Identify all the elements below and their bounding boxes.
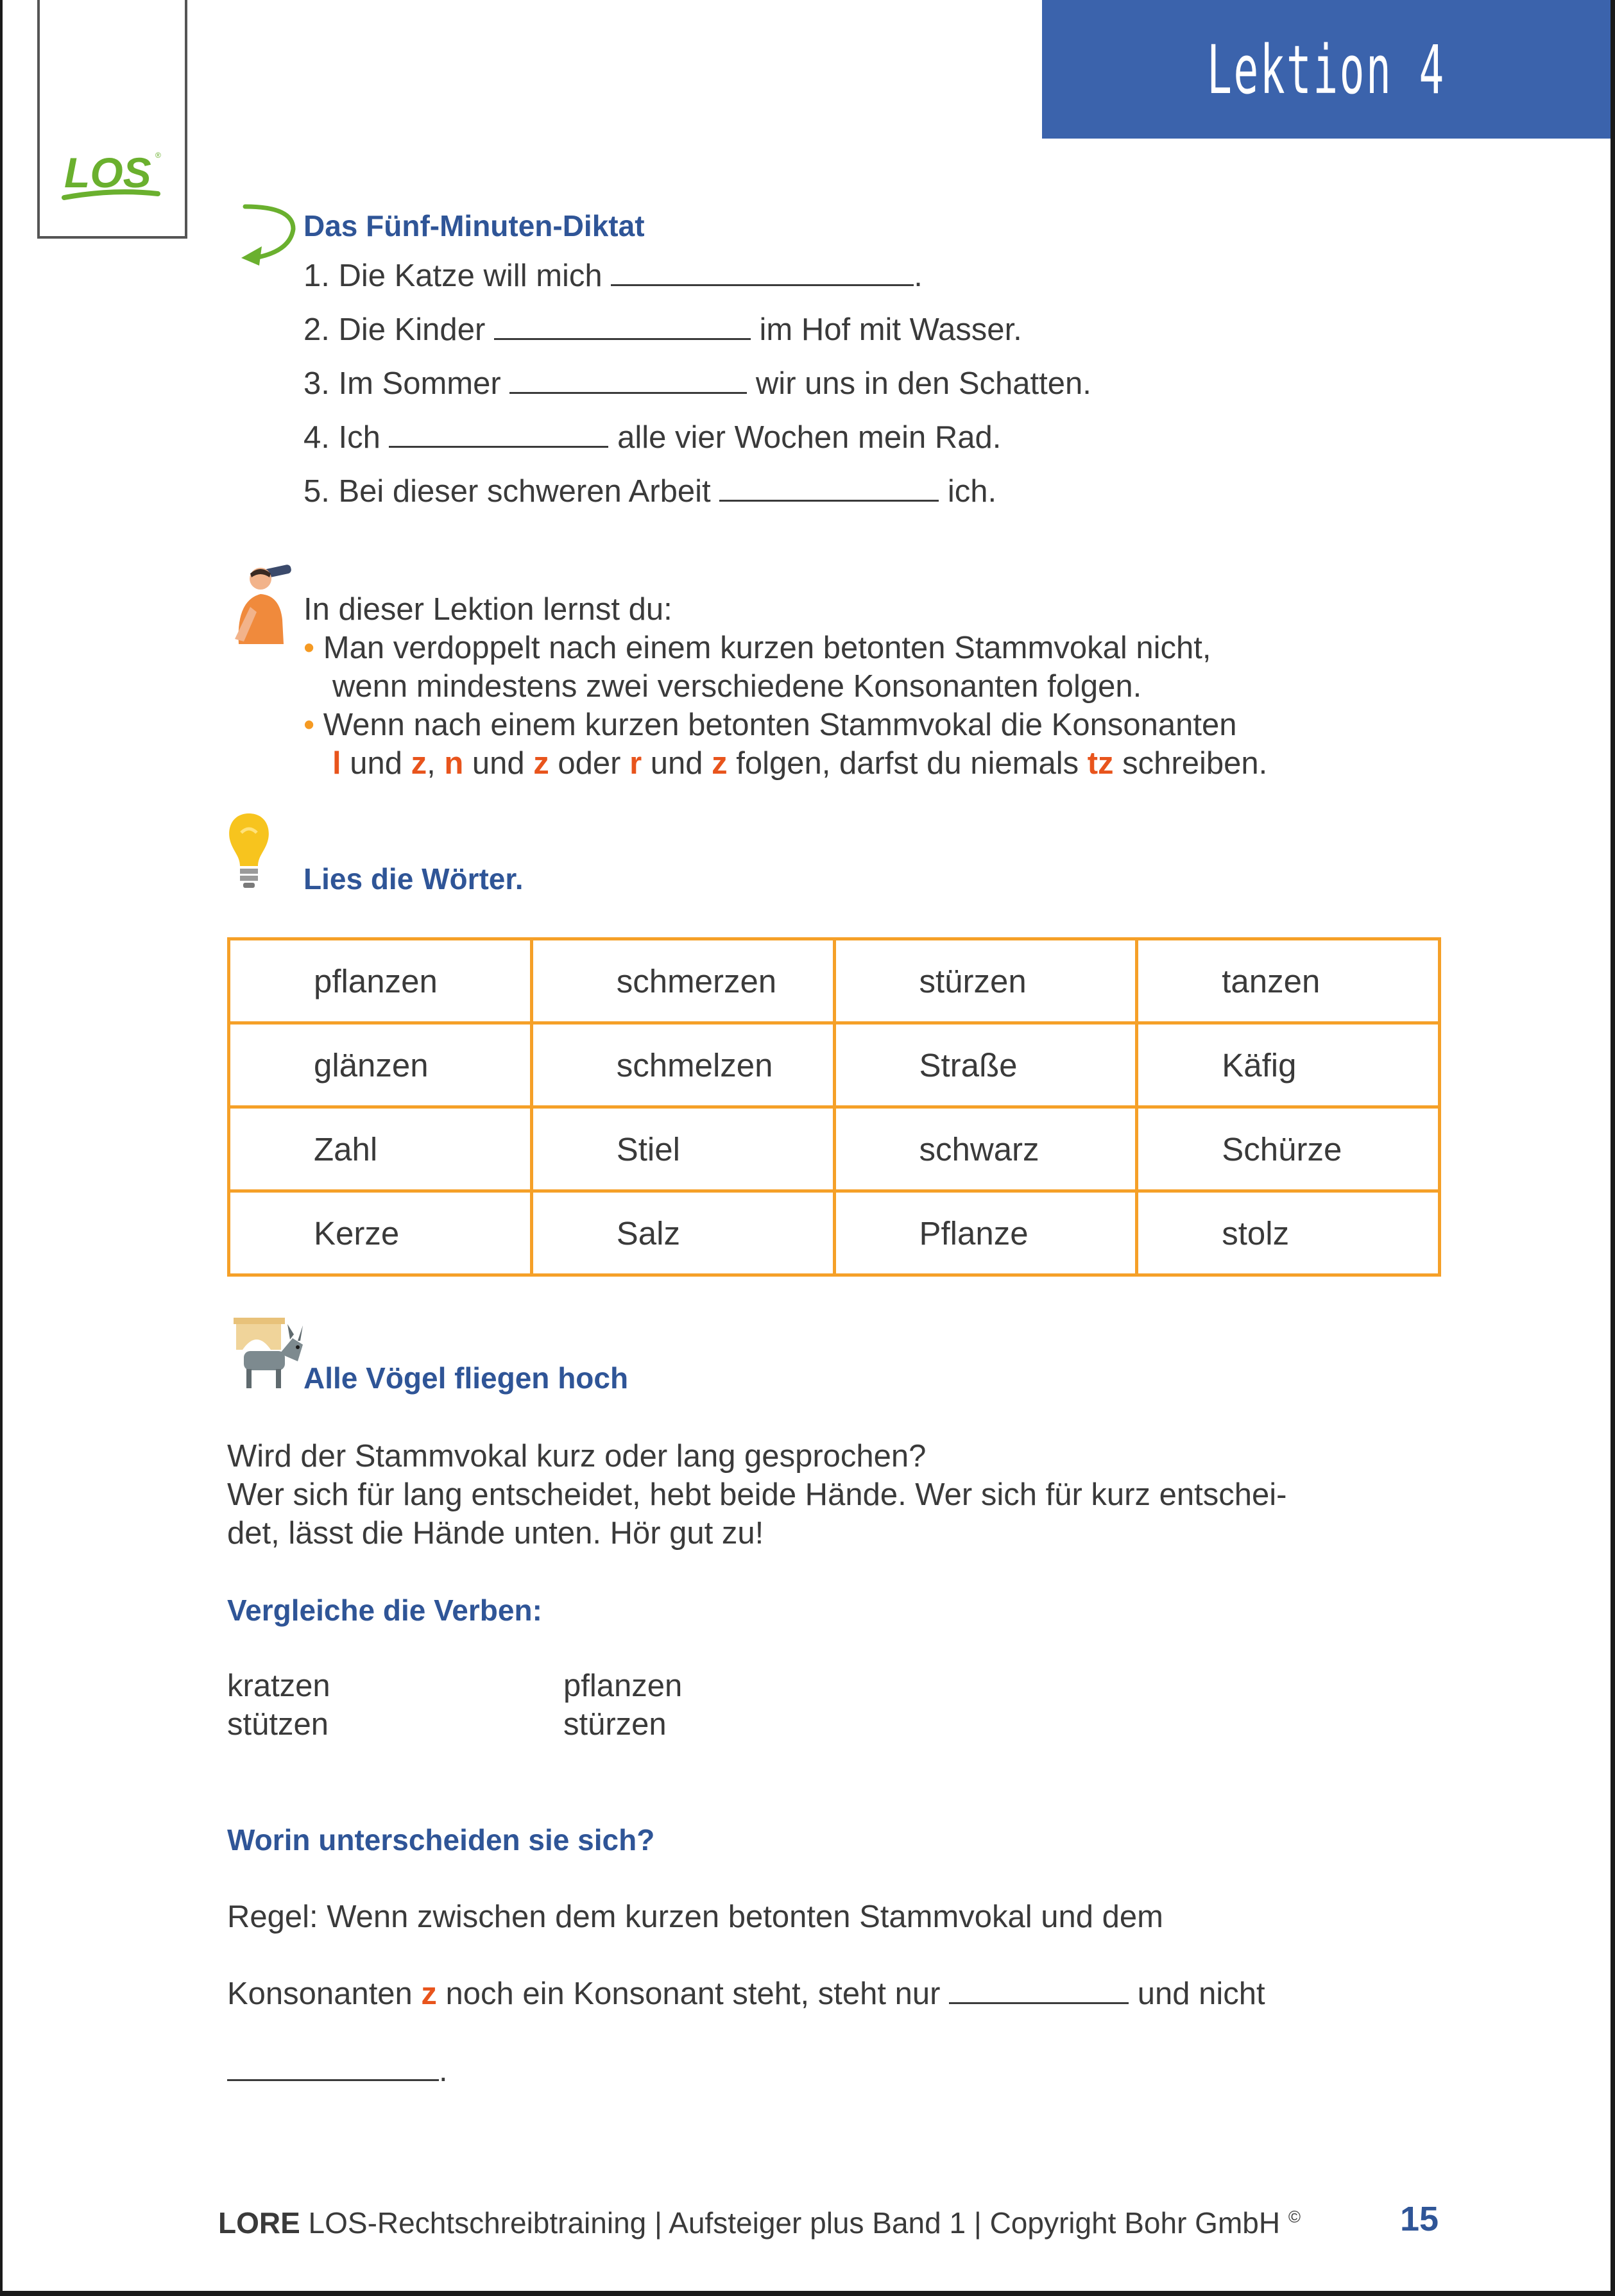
donkey-bridge-icon [231,1315,314,1392]
rule-line-3: . [227,2053,448,2089]
dictation-item-4: 4. Ich alle vier Wochen mein Rad. [303,420,1002,455]
word-cell: schwarz [834,1107,1137,1191]
compare-col1-word: kratzen [227,1669,330,1703]
answer-blank[interactable] [494,312,751,340]
word-cell: Salz [531,1191,834,1275]
answer-blank[interactable] [949,1977,1129,2004]
footer-brand: LORE [218,2206,300,2240]
curved-arrow-icon [232,194,309,271]
word-cell: Straße [834,1023,1137,1107]
learn-bullet-1-line-1: • Man verdoppelt nach einem kurzen betonten Stammvokal nicht, [303,631,1211,665]
table-row [229,1023,1440,1107]
word-table [227,937,1441,1277]
table-row [229,1191,1440,1275]
answer-blank[interactable] [611,259,914,286]
word-cell: tanzen [1137,939,1440,1023]
word-cell: stürzen [834,939,1137,1023]
game-line-1: Wird der Stammvokal kurz oder lang gesprochen? [227,1439,927,1474]
dictation-title: Das Fünf-Minuten-Diktat [303,209,645,242]
game-title: Alle Vögel fliegen hoch [303,1361,629,1395]
word-cell: Kerze [229,1191,532,1275]
game-line-3: det, lässt die Hände unten. Hör gut zu! [227,1516,764,1551]
answer-blank[interactable] [719,474,939,502]
word-cell: Käfig [1137,1023,1440,1107]
rule-line-2: Konsonanten z noch ein Konsonant steht, steht nur und nicht [227,1977,1265,2011]
page-number: 15 [1400,2200,1439,2238]
read-words-title: Lies die Wörter. [303,862,524,896]
page-border-right [1611,0,1615,2296]
word-cell: pflanzen [229,939,532,1023]
table-row [229,939,1440,1023]
compare-col2-word: stürzen [563,1707,667,1742]
answer-blank[interactable] [227,2054,439,2081]
dictation-item-3: 3. Im Sommer wir uns in den Schatten. [303,366,1091,401]
answer-blank[interactable] [509,366,747,394]
logo-box [37,0,187,239]
learn-intro: In dieser Lektion lernst du: [303,592,672,627]
game-line-2: Wer sich für lang entscheidet, hebt beide Hände. Wer sich für kurz entschei- [227,1477,1287,1512]
answer-blank[interactable] [389,420,608,448]
word-cell: schmelzen [531,1023,834,1107]
word-cell: Stiel [531,1107,834,1191]
dictation-item-1: 1. Die Katze will mich . [303,259,923,293]
word-cell: schmerzen [531,939,834,1023]
logo-text: LOS [64,149,151,196]
word-cell: Zahl [229,1107,532,1191]
learn-bullet-1-line-2: wenn mindestens zwei verschiedene Konsonanten folgen. [332,669,1142,704]
footer-text: LOS-Rechtschreibtraining | Aufsteiger plus Band 1 | Copyright Bohr GmbH [300,2206,1281,2240]
learn-bullet-2-line-1: • Wenn nach einem kurzen betonten Stammvokal die Konsonanten [303,708,1237,742]
word-cell: glänzen [229,1023,532,1107]
bullet-icon: • [303,708,315,742]
rule-line-1: Regel: Wenn zwischen dem kurzen betonten Stammvokal und dem [227,1900,1163,1934]
footer [218,2206,1301,2240]
difference-title: Worin unterscheiden sie sich? [227,1823,655,1857]
footer-copyright: © [1288,2207,1301,2227]
word-cell: Pflanze [834,1191,1137,1275]
bullet-icon: • [303,631,315,665]
page-border-left [0,0,3,2296]
word-cell: Schürze [1137,1107,1440,1191]
compare-col2-word: pflanzen [563,1669,683,1703]
compare-col1-word: stützen [227,1707,329,1742]
word-cell: stolz [1137,1191,1440,1275]
svg-text:®: ® [155,151,161,160]
dictation-item-5: 5. Bei dieser schweren Arbeit ich. [303,474,997,509]
lesson-title: Lektion 4 [1207,31,1446,109]
telescope-person-icon [225,562,308,645]
compare-title: Vergleiche die Verben: [227,1594,542,1627]
learn-bullet-2-line-2: l und z, n und z oder r und z folgen, darfst du niemals tz schreiben. [332,746,1268,781]
dictation-item-2: 2. Die Kinder im Hof mit Wasser. [303,312,1022,347]
los-logo [62,144,164,214]
lightbulb-icon [223,810,275,892]
table-row [229,1107,1440,1191]
page-border-bottom [0,2291,1615,2296]
